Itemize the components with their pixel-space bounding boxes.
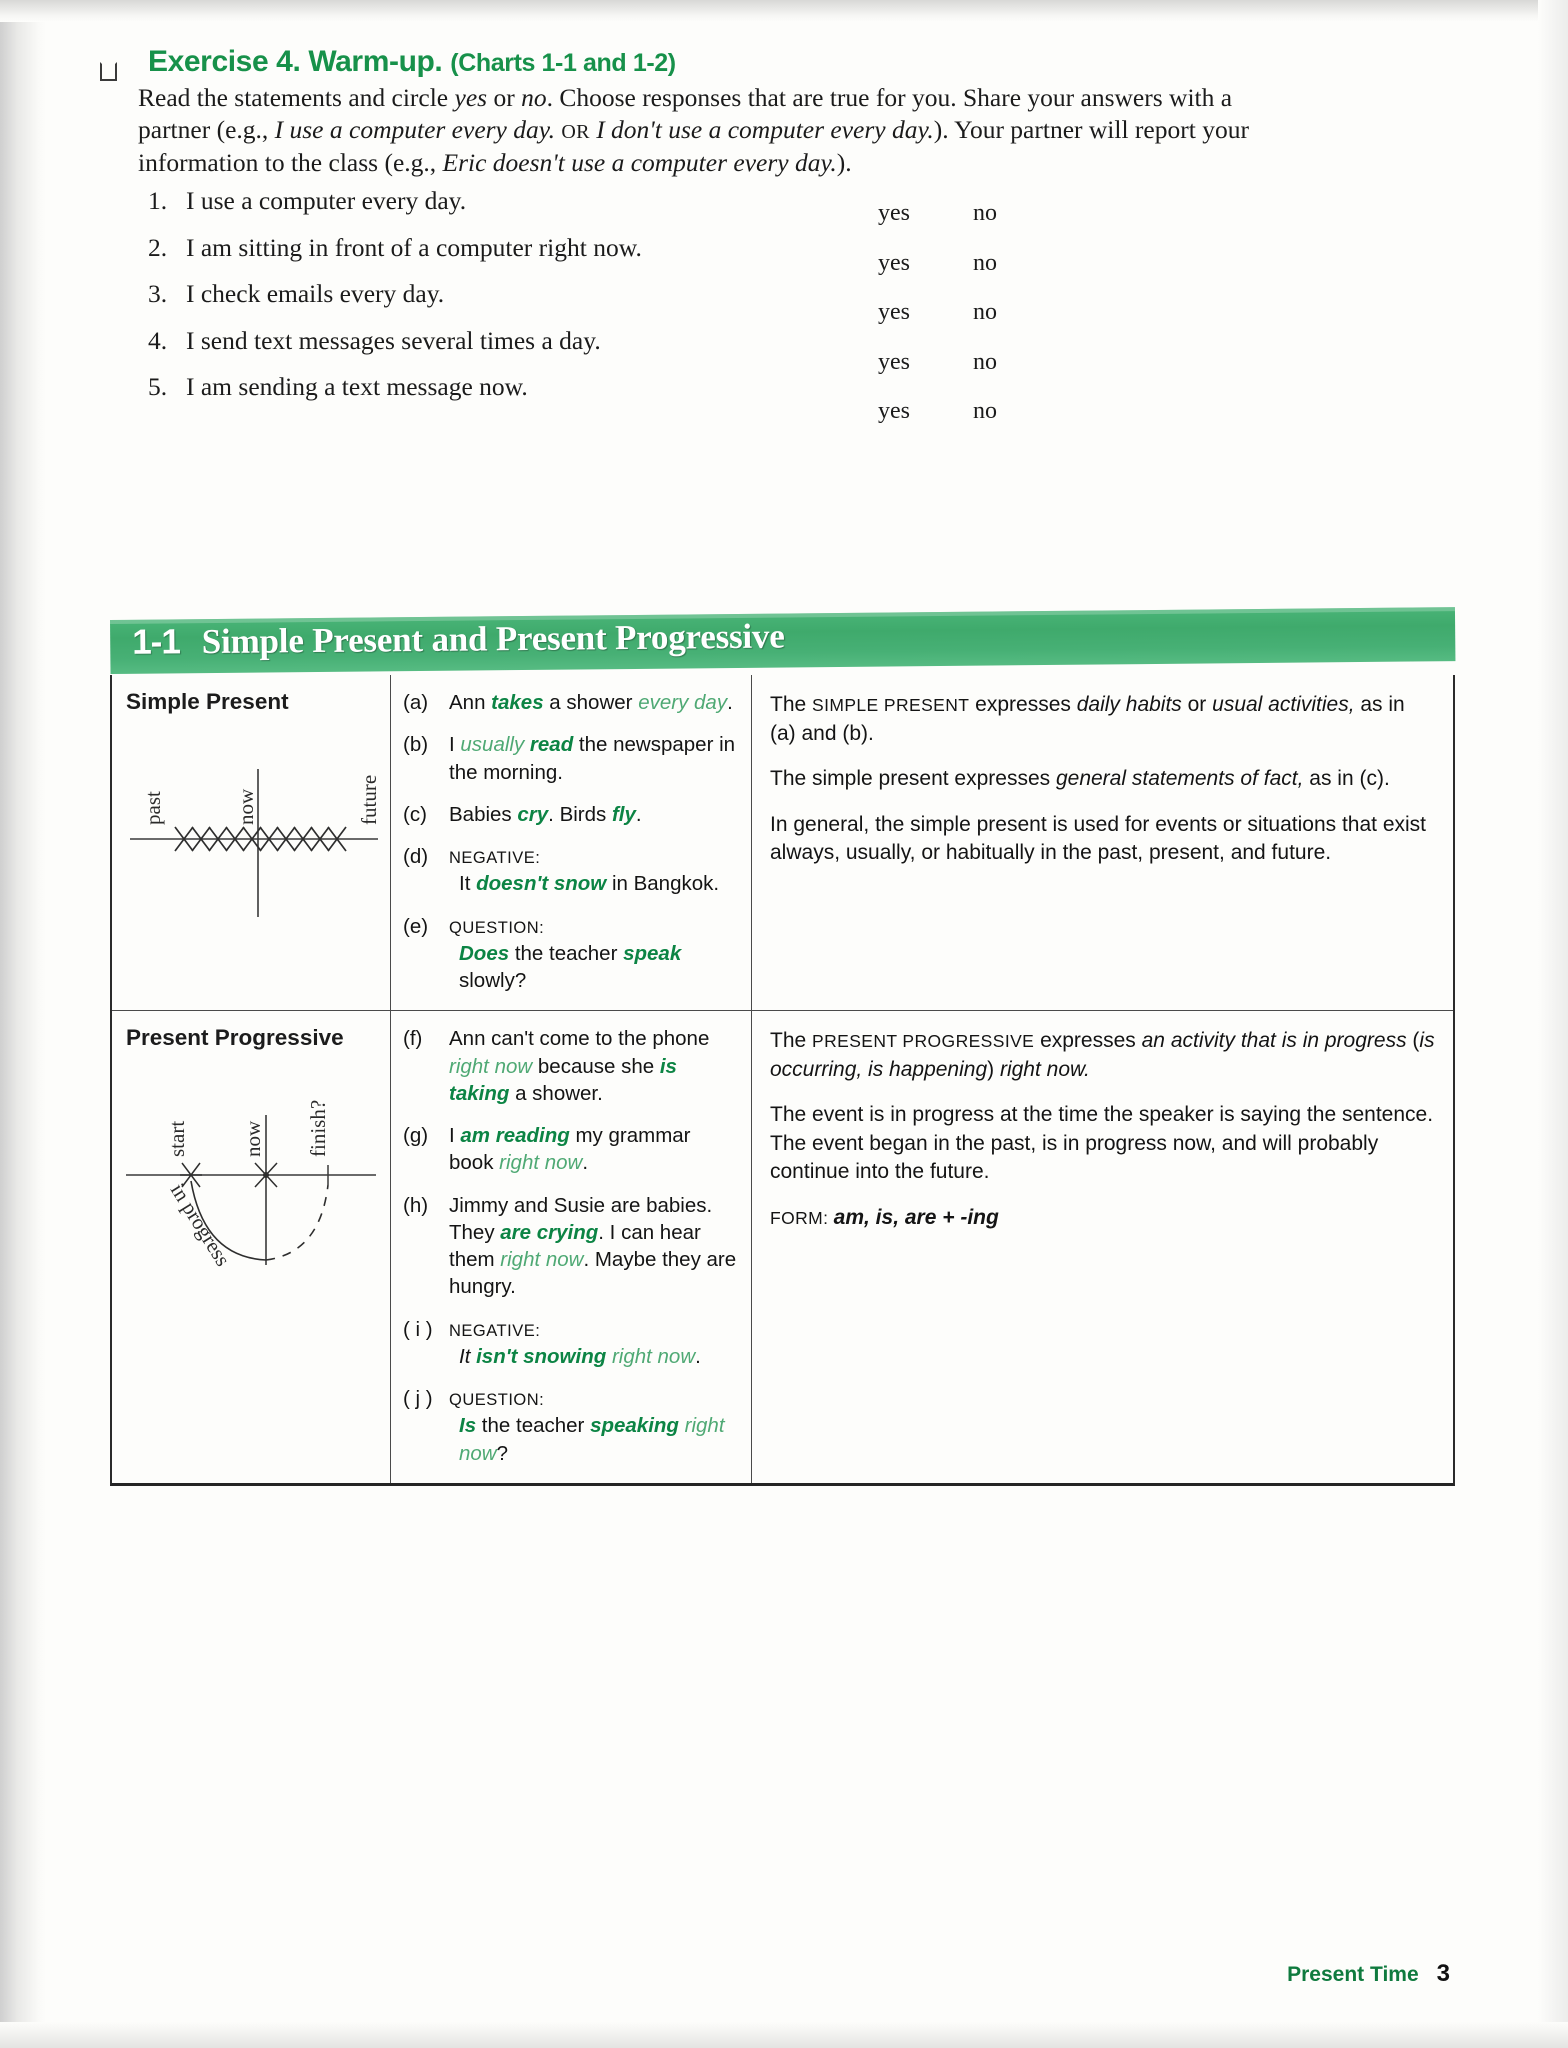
present-progressive-label-cell [112,1011,390,1483]
statement-yes-option[interactable]: yes [878,398,910,424]
note-paragraph [770,1027,1435,1084]
note-emphasis: general statements of fact, [1055,767,1304,791]
note-term: SIMPLE PRESENT [812,695,970,715]
grammar-time-phrase: right now [500,1248,584,1271]
simple-present-notes [752,675,1453,1010]
note-emphasis: an activity that is in progress [1141,1029,1407,1053]
chart-banner [110,607,1455,674]
statement-yes-option[interactable]: yes [878,249,910,276]
note-text: or [1181,693,1213,716]
note-text: expresses [1034,1029,1142,1053]
grammar-target-bold: isn't snowing [476,1344,607,1368]
note-text: The [770,1029,813,1053]
note-text: as in (a) and (b). [770,693,1405,745]
note-text: ( [1406,1029,1420,1053]
example-body [449,801,737,828]
example-caps-label: NEGATIVE: [449,1321,541,1340]
exercise-checkbox-icon[interactable] [100,62,117,81]
example-item [403,731,737,786]
grammar-target-bold: Is [459,1414,477,1438]
example-text: . [695,1344,701,1368]
timeline-in-progress-label: in progress [165,1179,236,1271]
example-text: . [582,1151,589,1175]
example-sentence [459,870,737,897]
chart-row-present-progressive [112,1010,1453,1483]
statement-yes-option[interactable]: yes [878,299,910,325]
scan-top-shadow [0,0,1568,22]
directions-or-connector: OR [561,121,590,144]
grammar-target-bold: Does [459,941,510,965]
example-letter: (f) [403,1027,423,1051]
present-progressive-timeline-svg [120,1057,390,1287]
grammar-time-phrase: right now [606,1344,696,1368]
directions-part-1a: Read the statements and circle [138,82,455,112]
statement-yes-option[interactable]: yes [878,348,910,375]
example-text: It [459,872,477,896]
example-text: a shower [543,691,639,714]
footer-section-title: Present Time [1287,1963,1419,1986]
grammar-target-bold: cry [517,802,549,826]
statement-row [148,233,1308,280]
directions-example-1: I use a computer every day. [274,115,556,145]
example-text: Ann can't come to the phone [449,1027,710,1051]
note-emphasis: right now. [999,1057,1090,1081]
footer-page-number: 3 [1436,1960,1450,1987]
example-body [449,843,737,898]
scan-bottom-shadow [0,2022,1568,2048]
statement-number: 3. [148,279,168,308]
exercise-number-label: Exercise 4. [148,45,301,78]
example-letter: (c) [403,802,427,826]
example-text: ? [496,1441,509,1465]
present-progressive-notes [752,1011,1453,1483]
statement-no-option[interactable]: no [973,398,997,424]
simple-present-label-cell [112,675,390,1010]
timeline-past-label: past [141,791,165,825]
example-item [403,801,737,828]
note-paragraph [770,765,1435,794]
scan-left-shadow [0,0,46,2048]
example-text: slowly? [459,969,527,992]
example-body [449,689,737,716]
present-progressive-timeline [120,1057,390,1287]
statement-yes-option[interactable]: yes [878,200,910,226]
example-text: . [635,802,642,826]
example-body [449,731,737,786]
example-body [449,1385,737,1467]
directions-example-2: I don't use a computer every day. [596,115,934,145]
directions-or-word: or [487,82,522,112]
directions-part-3b: ). [836,148,852,178]
example-letter: (e) [403,914,429,938]
example-item [403,1385,737,1467]
example-body [449,1025,737,1107]
present-progressive-examples [390,1011,752,1483]
simple-present-heading: Simple Present [126,689,289,714]
example-caps-label: NEGATIVE: [449,849,541,867]
chart-row-simple-present [112,675,1453,1010]
grammar-target-bold: takes [491,691,544,714]
example-text: Jimmy and Susie are babies. They [449,1193,713,1244]
note-emphasis: is occurring, is happening [770,1029,1435,1081]
grammar-target-bold: speaking [590,1414,679,1438]
example-text: the teacher [476,1414,591,1438]
exercise-heading [148,46,1440,78]
example-body [449,1122,737,1177]
exercise-block [100,46,1440,180]
example-text: I [449,1124,461,1147]
note-emphasis: usual activities, [1212,693,1355,716]
statement-number: 4. [148,325,168,355]
example-item [403,1316,737,1371]
grammar-target-bold: read [529,733,574,757]
grammar-target-bold: speak [623,941,682,965]
example-text: a shower. [509,1081,603,1105]
note-text: In general, the simple present is used for events or situations that exist always, usually, or habitually in the past, present, and future. [770,812,1427,865]
statement-list [148,186,1308,424]
note-form-label: FORM: [770,1207,834,1228]
statement-no-option[interactable]: no [973,200,997,226]
grammar-time-phrase: every day [638,691,728,714]
example-letter: (d) [403,845,429,868]
statement-row [148,372,1308,424]
present-progressive-heading: Present Progressive [126,1025,344,1051]
example-letter: (h) [403,1193,429,1217]
chart-1-1 [110,616,1455,1486]
example-letter: (b) [403,733,429,757]
example-text: the newspaper in the morning. [449,733,736,784]
page-footer [1287,1960,1450,1988]
exercise-directions [138,82,1263,181]
note-form-value: am, is, are + -ing [833,1205,999,1229]
statement-row [148,326,1308,373]
statement-row [148,279,1308,326]
timeline-finish-label: finish? [306,1100,330,1158]
statement-number: 2. [148,232,168,262]
statement-no-option[interactable]: no [973,348,997,375]
note-text: expresses [969,693,1077,716]
statement-text: I send text messages several times a day. [186,325,601,355]
note-paragraph [770,811,1435,868]
note-text: as in (c). [1303,767,1390,791]
statement-text: I use a computer every day. [186,186,467,215]
directions-part-2a: answers with a partner (e.g., [138,82,1233,145]
directions-part-3a: Your partner will report your information to the class (e.g., [138,115,1249,178]
grammar-time-phrase: usually [460,733,530,757]
example-letter: ( i ) [403,1317,433,1341]
example-sentence [459,1343,737,1370]
simple-present-timeline [120,721,390,935]
directions-part-1b: . Choose responses that are true for you. Share your [546,82,1075,112]
example-text: Ann [449,691,492,714]
timeline-now-label: now [234,788,258,825]
example-text: . Maybe they are hungry. [449,1248,737,1299]
statement-number: 5. [148,372,168,401]
example-letter: ( j ) [403,1387,433,1410]
timeline-start-label: start [165,1121,189,1158]
example-sentence [459,940,737,995]
statement-number: 1. [148,186,168,215]
example-item [403,913,737,995]
example-body [449,1316,737,1371]
example-item [403,689,737,716]
directions-example-3: Eric doesn't use a computer every day. [442,148,837,178]
example-text: . I can hear them [449,1220,701,1271]
chart-title: Simple Present and Present Progressive [201,616,785,662]
example-body [449,1192,737,1301]
grammar-target-bold: is taking [449,1054,677,1105]
example-text: because she [537,1054,660,1078]
example-letter: (g) [403,1124,429,1147]
chart-number: 1-1 [132,622,180,662]
statement-no-option[interactable]: no [973,299,997,325]
grammar-time-phrase: right now [499,1151,583,1175]
note-paragraph [770,1101,1435,1187]
note-text: The event is in progress at the time the speaker is saying the sentence. The event began in the past, is in progress now, and will probably continue into the future. [770,1103,1434,1184]
timeline-now-label-2: now [241,1121,265,1158]
example-text: It [459,1344,477,1368]
example-body [449,913,737,995]
example-caps-label: QUESTION: [449,1391,545,1409]
grammar-target-bold: are crying [500,1220,599,1244]
note-form-line [770,1204,1435,1233]
example-text: in Bangkok. [606,872,720,896]
statement-text: I am sending a text message now. [186,372,528,401]
example-item [403,1192,737,1301]
statement-text: I am sitting in front of a computer right now. [186,232,642,262]
note-emphasis: daily habits [1076,693,1182,716]
example-item [403,1122,737,1177]
grammar-target-bold: am reading [460,1124,570,1147]
note-text: The [770,693,813,716]
note-term: PRESENT PROGRESSIVE [812,1031,1035,1052]
simple-present-examples [390,675,752,1010]
note-paragraph [770,691,1435,748]
directions-yes-word: yes [454,82,488,112]
statement-no-option[interactable]: no [973,249,997,276]
grammar-time-phrase: right now [449,1054,538,1078]
example-caps-label: QUESTION: [449,918,545,937]
example-letter: (a) [403,691,429,714]
note-text: ) [987,1057,1000,1081]
example-text: Babies [449,802,518,826]
example-text: . [727,691,733,714]
example-text: I [449,733,461,757]
grammar-target-bold: fly [611,802,636,826]
timeline-future-label: future [357,774,381,825]
chart-body [110,675,1455,1486]
example-item [403,843,737,898]
directions-part-2b: ). [933,115,949,145]
scan-right-shadow [1538,0,1568,2048]
example-sentence [459,1412,737,1467]
example-text: . Birds [548,802,612,826]
grammar-target-bold: doesn't snow [476,872,607,896]
statement-text: I check emails every day. [186,279,445,308]
directions-no-word: no [521,82,547,112]
simple-present-timeline-svg [120,721,390,935]
example-text: my grammar book [449,1124,691,1175]
example-item [403,1025,737,1107]
exercise-type-label: Warm-up. [308,45,443,78]
statement-row [148,186,1308,233]
example-text: the teacher [509,941,624,965]
grammar-time-phrase: right now [459,1414,725,1465]
exercise-charts-ref: (Charts 1-1 and 1-2) [450,49,676,77]
note-text: The simple present expresses [770,767,1056,791]
